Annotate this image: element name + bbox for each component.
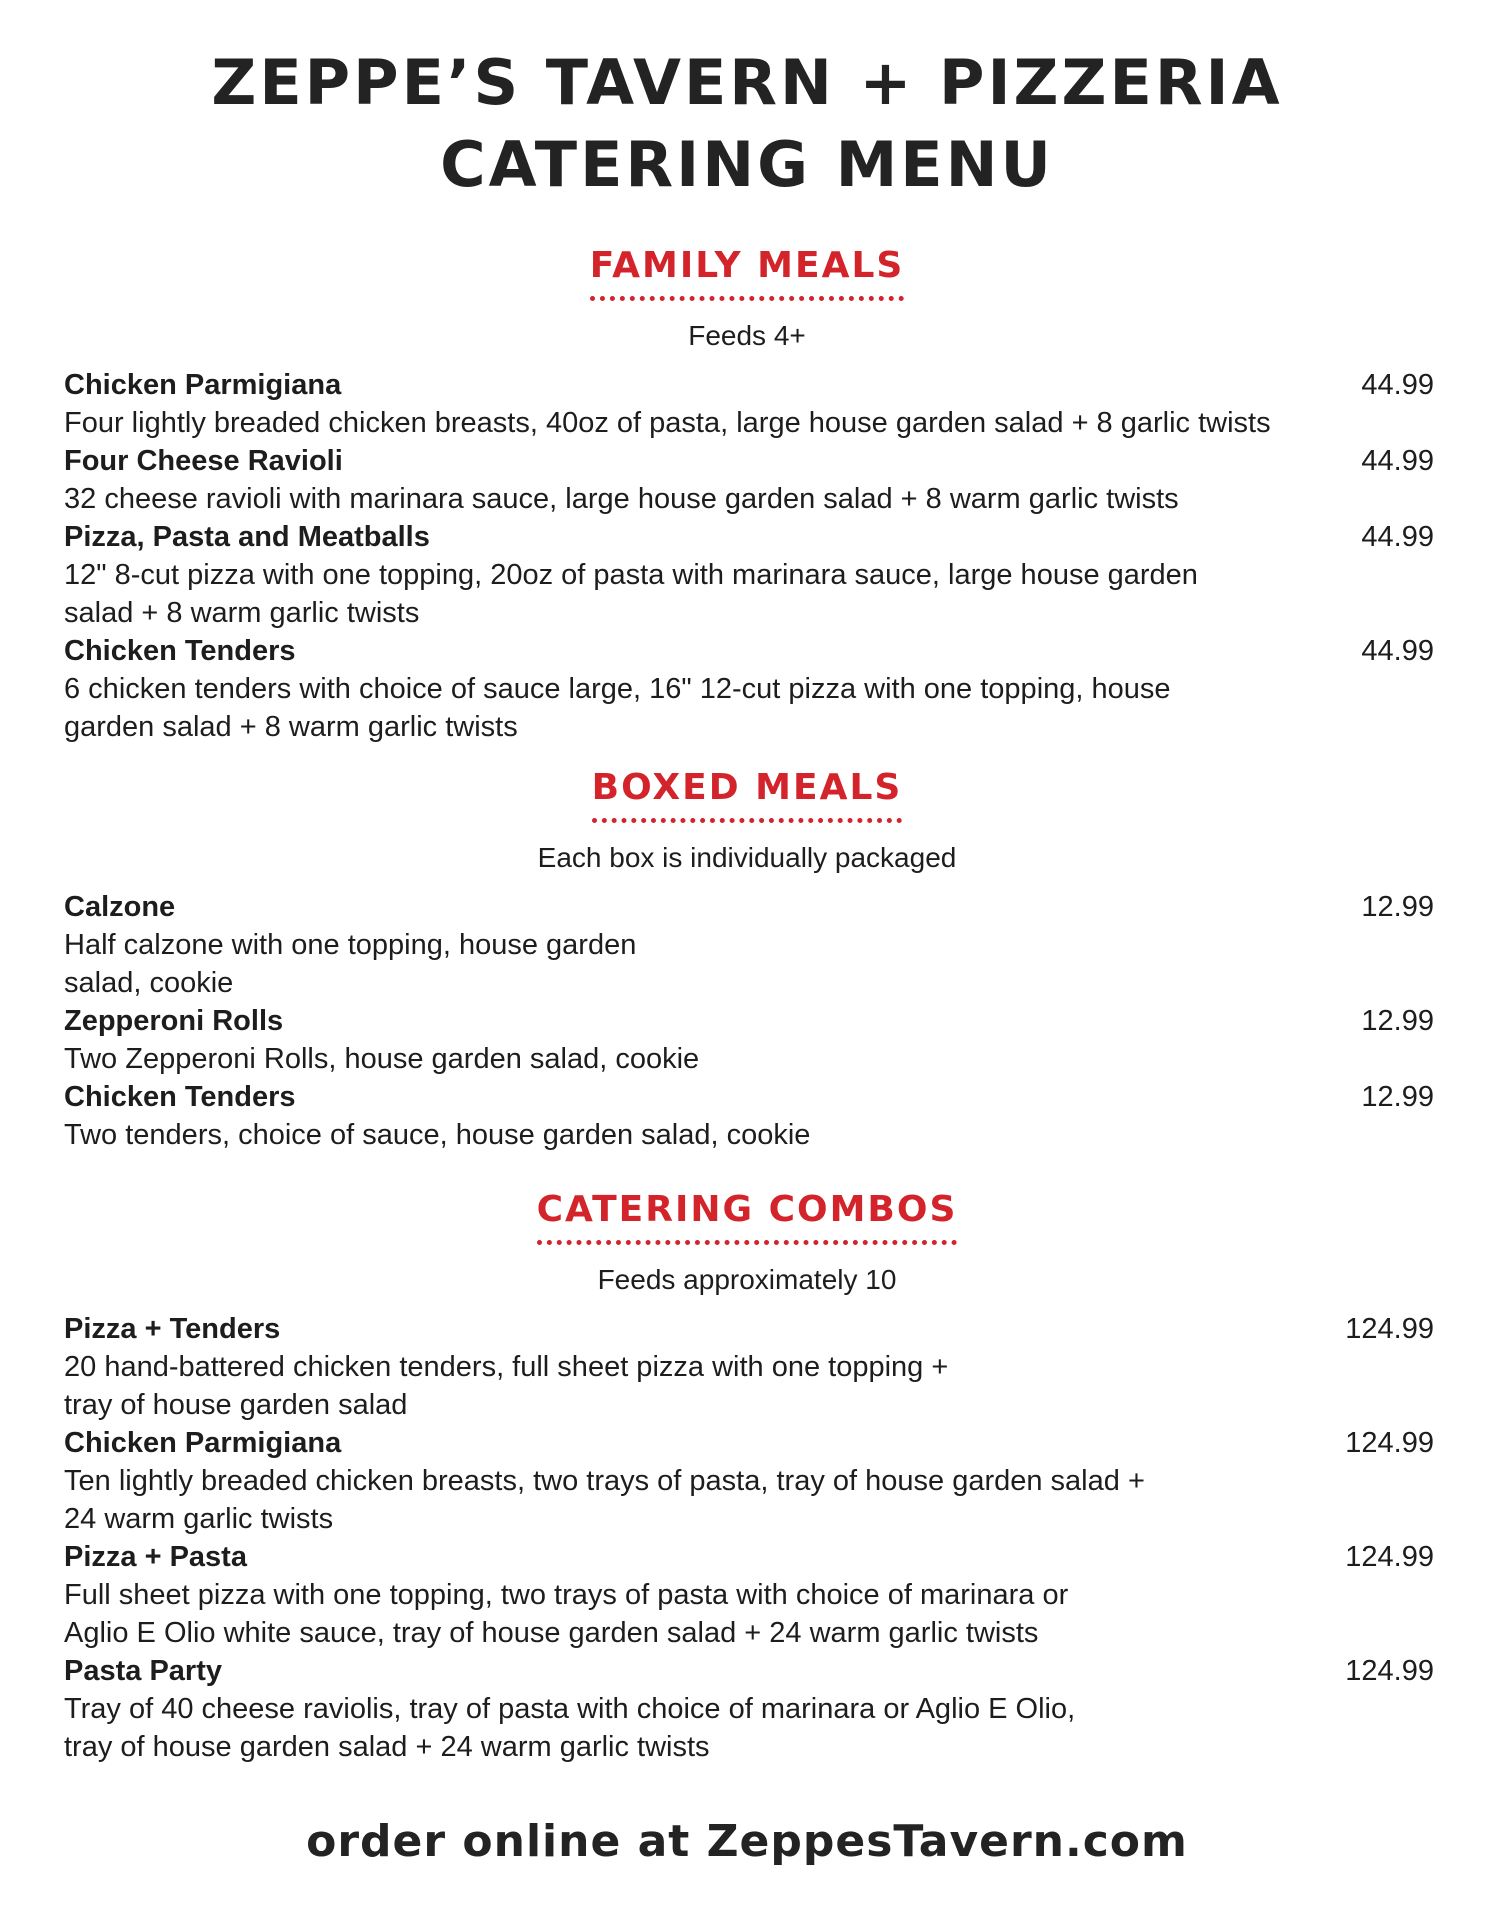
boxed-meals-title: BOXED MEALS — [592, 768, 903, 823]
item-description: Two tenders, choice of sauce, house garden salad, cookie — [64, 1119, 811, 1151]
item-description-line-1: 6 chicken tenders with choice of sauce large, 16" 12-cut pizza with one topping, house — [64, 673, 1171, 705]
item-name: Pizza + Pasta — [64, 1541, 247, 1573]
item-description: 32 cheese ravioli with marinara sauce, large house garden salad + 8 warm garlic twists — [64, 483, 1179, 515]
item-description: Two Zepperoni Rolls, house garden salad, cookie — [64, 1043, 700, 1075]
item-description-line-2: salad + 8 warm garlic twists — [64, 597, 420, 629]
item-description: Four lightly breaded chicken breasts, 40oz of pasta, large house garden salad + 8 garlic twists — [64, 407, 1271, 439]
boxed-item-zepperoni-rolls — [64, 1002, 1434, 1078]
item-name: Four Cheese Ravioli — [64, 445, 343, 477]
item-price: 124.99 — [1345, 1313, 1434, 1345]
item-name: Calzone — [64, 891, 176, 923]
item-price: 12.99 — [1361, 1081, 1434, 1113]
order-online-footer: order online at ZeppesTavern.com — [306, 1816, 1188, 1867]
catering-combos-subtitle: Feeds approximately 10 — [597, 1264, 897, 1295]
item-description-line-1: Half calzone with one topping, house garden — [64, 929, 637, 961]
boxed-item-chicken-tenders — [64, 1078, 1434, 1154]
item-price: 12.99 — [1361, 1005, 1434, 1037]
item-name: Pasta Party — [64, 1655, 222, 1687]
item-description-line-1: Full sheet pizza with one topping, two trays of pasta with choice of marinara or — [64, 1579, 1069, 1611]
item-name: Chicken Tenders — [64, 1081, 296, 1113]
family-meals-heading — [0, 246, 1494, 301]
item-description-line-2: salad, cookie — [64, 967, 234, 999]
boxed-item-calzone — [64, 888, 1434, 1002]
combo-item-pizza-pasta — [64, 1538, 1434, 1652]
item-description-line-1: 12" 8-cut pizza with one topping, 20oz of pasta with marinara sauce, large house garden — [64, 559, 1198, 591]
boxed-meals-heading — [0, 768, 1494, 823]
item-price: 44.99 — [1361, 635, 1434, 667]
item-price: 124.99 — [1345, 1427, 1434, 1459]
item-name: Chicken Parmigiana — [64, 1427, 342, 1459]
item-description-line-2: garden salad + 8 warm garlic twists — [64, 711, 518, 743]
family-meals-subtitle: Feeds 4+ — [688, 320, 806, 351]
item-price: 12.99 — [1361, 891, 1434, 923]
item-price: 124.99 — [1345, 1541, 1434, 1573]
family-meals-title: FAMILY MEALS — [590, 246, 905, 301]
catering-combos-title: CATERING COMBOS — [537, 1190, 958, 1245]
family-item-four-cheese-ravioli — [64, 442, 1434, 518]
family-item-pizza-pasta-meatballs — [64, 518, 1434, 632]
item-name: Zepperoni Rolls — [64, 1005, 284, 1037]
item-price: 44.99 — [1361, 521, 1434, 553]
item-name: Pizza + Tenders — [64, 1313, 281, 1345]
combo-item-chicken-parmigiana — [64, 1424, 1434, 1538]
item-name: Chicken Tenders — [64, 635, 296, 667]
item-description-line-2: Aglio E Olio white sauce, tray of house garden salad + 24 warm garlic twists — [64, 1617, 1039, 1649]
combo-item-pasta-party — [64, 1652, 1434, 1766]
item-price: 44.99 — [1361, 369, 1434, 401]
item-description-line-1: 20 hand-battered chicken tenders, full sheet pizza with one topping + — [64, 1351, 949, 1383]
item-description-line-2: 24 warm garlic twists — [64, 1503, 334, 1535]
page-title-line-1: ZEPPE’S TAVERN + PIZZERIA — [211, 46, 1283, 119]
item-price: 124.99 — [1345, 1655, 1434, 1687]
boxed-meals-subtitle: Each box is individually packaged — [537, 842, 957, 873]
item-description-line-2: tray of house garden salad — [64, 1389, 408, 1421]
item-description-line-1: Tray of 40 cheese raviolis, tray of pasta with choice of marinara or Aglio E Olio, — [64, 1693, 1076, 1725]
family-item-chicken-tenders — [64, 632, 1434, 746]
page-title-line-2: CATERING MENU — [440, 128, 1054, 201]
item-name: Pizza, Pasta and Meatballs — [64, 521, 430, 553]
combo-item-pizza-tenders — [64, 1310, 1434, 1424]
item-name: Chicken Parmigiana — [64, 369, 342, 401]
family-item-chicken-parmigiana — [64, 366, 1434, 442]
catering-combos-heading — [0, 1190, 1494, 1245]
item-description-line-2: tray of house garden salad + 24 warm garlic twists — [64, 1731, 710, 1763]
item-description-line-1: Ten lightly breaded chicken breasts, two trays of pasta, tray of house garden salad + — [64, 1465, 1145, 1497]
item-price: 44.99 — [1361, 445, 1434, 477]
